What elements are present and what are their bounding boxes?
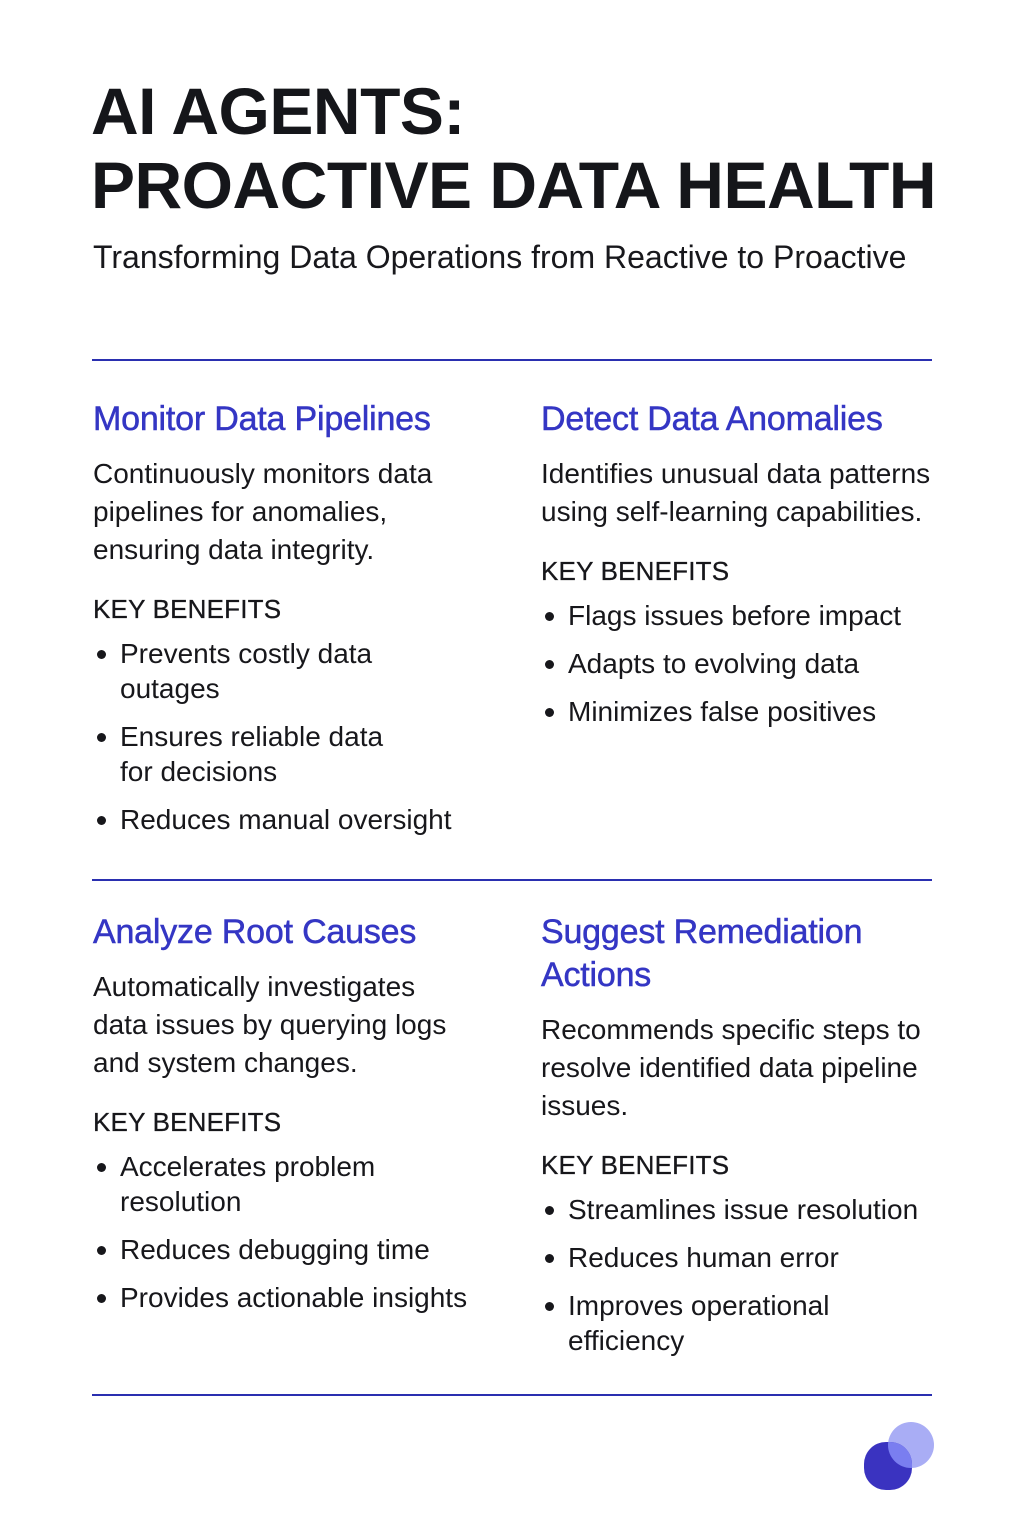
bullet-icon <box>97 733 106 742</box>
list-item: Streamlines issue resolution <box>541 1192 971 1227</box>
section-analyze-root-causes <box>93 911 513 1328</box>
list-item: Adapts to evolving data <box>541 646 961 681</box>
bullet-icon <box>545 1206 554 1215</box>
list-item: Reduces manual oversight <box>93 802 493 837</box>
section-description: Continuously monitors data pipelines for anomalies, ensuring data integrity. <box>93 458 433 565</box>
benefits-list <box>541 1192 971 1358</box>
section-heading: Monitor Data Pipelines <box>93 400 431 438</box>
bullet-icon <box>97 1163 106 1172</box>
section-heading: Detect Data Anomalies <box>541 400 883 438</box>
benefits-list <box>93 636 493 837</box>
divider-top <box>92 359 932 361</box>
title-line-2: PROACTIVE DATA HEALTH <box>91 148 937 222</box>
list-item: Improves operational efficiency <box>541 1288 888 1358</box>
page-subtitle: Transforming Data Operations from Reactive to Proactive <box>93 239 907 275</box>
section-description: Recommends specific steps to resolve identified data pipeline issues. <box>541 1014 921 1121</box>
benefits-list <box>93 1149 513 1315</box>
key-benefits-label: KEY BENEFITS <box>541 1150 730 1180</box>
section-heading: Suggest Remediation Actions <box>541 913 863 994</box>
divider-bottom <box>92 1394 932 1396</box>
list-item: Ensures reliable data for decisions <box>93 719 420 789</box>
bullet-icon <box>97 1294 106 1303</box>
list-item: Minimizes false positives <box>541 694 961 729</box>
key-benefits-label: KEY BENEFITS <box>541 556 730 586</box>
section-heading: Analyze Root Causes <box>93 913 417 951</box>
title-line-1: AI AGENTS: <box>91 74 465 148</box>
divider-middle <box>92 879 932 881</box>
benefits-list <box>541 598 961 729</box>
bullet-icon <box>97 1246 106 1255</box>
bullet-icon <box>545 612 554 621</box>
bullet-icon <box>97 816 106 825</box>
list-item: Prevents costly data outages <box>93 636 420 706</box>
list-item: Reduces human error <box>541 1240 971 1275</box>
list-item: Accelerates problem resolution <box>93 1149 420 1219</box>
list-item: Flags issues before impact <box>541 598 961 633</box>
bullet-icon <box>545 708 554 717</box>
list-item: Reduces debugging time <box>93 1232 513 1267</box>
list-item: Provides actionable insights <box>93 1280 513 1315</box>
section-description: Automatically investigates data issues by querying logs and system changes. <box>93 971 447 1078</box>
bullet-icon <box>545 660 554 669</box>
overlapping-circles-logo-icon <box>862 1420 938 1496</box>
key-benefits-label: KEY BENEFITS <box>93 1107 282 1137</box>
bullet-icon <box>97 650 106 659</box>
bullet-icon <box>545 1302 554 1311</box>
section-detect-anomalies <box>541 398 961 742</box>
section-description: Identifies unusual data patterns using self-learning capabilities. <box>541 458 931 527</box>
bullet-icon <box>545 1254 554 1263</box>
section-monitor-pipelines <box>93 398 513 850</box>
section-suggest-remediation <box>541 911 971 1371</box>
page-title <box>91 74 971 222</box>
key-benefits-label: KEY BENEFITS <box>93 594 282 624</box>
